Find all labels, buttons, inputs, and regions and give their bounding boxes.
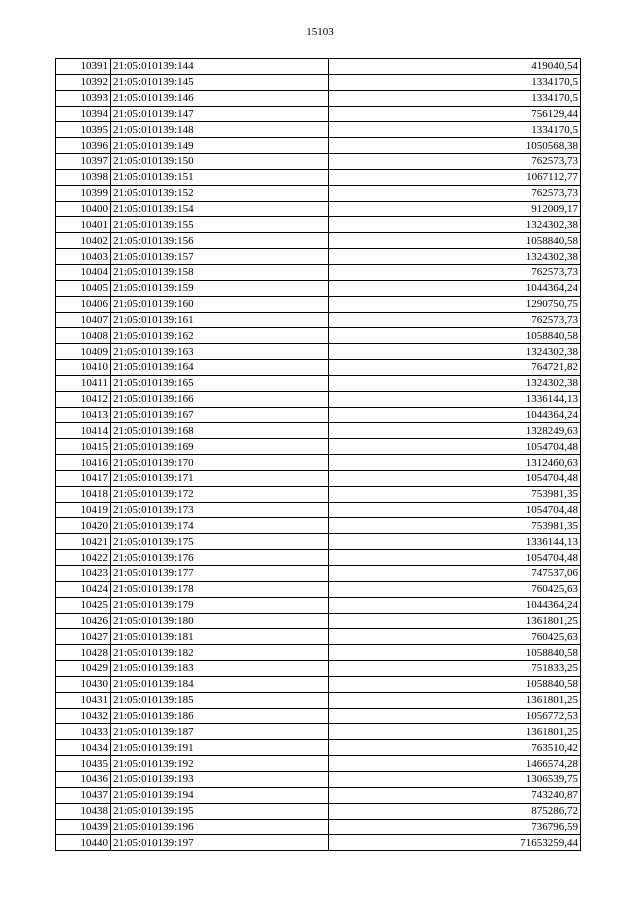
row-number-cell: 10425	[56, 597, 111, 613]
table-row	[56, 391, 581, 407]
table-row	[56, 264, 581, 280]
cadastral-value-cell: 1044364,24	[329, 280, 581, 296]
row-number-cell: 10403	[56, 249, 111, 265]
cadastral-number-cell: 21:05:010139:152	[111, 185, 329, 201]
table-row	[56, 629, 581, 645]
cadastral-number-cell: 21:05:010139:182	[111, 645, 329, 661]
row-number-cell: 10417	[56, 470, 111, 486]
table-row	[56, 90, 581, 106]
cadastral-value-cell: 760425,63	[329, 629, 581, 645]
cadastral-number-cell: 21:05:010139:197	[111, 835, 329, 851]
cadastral-value-cell: 1361801,25	[329, 692, 581, 708]
table-row	[56, 470, 581, 486]
table-row	[56, 185, 581, 201]
row-number-cell: 10421	[56, 534, 111, 550]
table-row	[56, 613, 581, 629]
cadastral-number-cell: 21:05:010139:154	[111, 201, 329, 217]
row-number-cell: 10427	[56, 629, 111, 645]
table-row	[56, 597, 581, 613]
table-row	[56, 74, 581, 90]
cadastral-number-cell: 21:05:010139:162	[111, 328, 329, 344]
cadastral-value-cell: 764721,82	[329, 360, 581, 376]
table-row	[56, 106, 581, 122]
cadastral-number-cell: 21:05:010139:169	[111, 439, 329, 455]
cadastral-number-cell: 21:05:010139:144	[111, 59, 329, 75]
table-row	[56, 344, 581, 360]
cadastral-number-cell: 21:05:010139:165	[111, 375, 329, 391]
cadastral-value-cell: 743240,87	[329, 787, 581, 803]
table-row	[56, 122, 581, 138]
row-number-cell: 10391	[56, 59, 111, 75]
cadastral-number-cell: 21:05:010139:191	[111, 740, 329, 756]
cadastral-value-cell: 747537,06	[329, 566, 581, 582]
cadastral-value-cell: 875286,72	[329, 803, 581, 819]
table-row	[56, 803, 581, 819]
cadastral-value-cell: 912009,17	[329, 201, 581, 217]
cadastral-number-cell: 21:05:010139:175	[111, 534, 329, 550]
cadastral-value-cell: 1056772,53	[329, 708, 581, 724]
cadastral-value-cell: 1058840,58	[329, 233, 581, 249]
table-row	[56, 280, 581, 296]
cadastral-value-cell: 1361801,25	[329, 613, 581, 629]
cadastral-value-cell: 1054704,48	[329, 502, 581, 518]
table-row	[56, 439, 581, 455]
cadastral-value-cell: 1058840,58	[329, 676, 581, 692]
table-row	[56, 312, 581, 328]
table-row	[56, 249, 581, 265]
table-row	[56, 676, 581, 692]
table-row	[56, 819, 581, 835]
row-number-cell: 10412	[56, 391, 111, 407]
cadastral-value-cell: 762573,73	[329, 154, 581, 170]
cadastral-number-cell: 21:05:010139:170	[111, 455, 329, 471]
row-number-cell: 10433	[56, 724, 111, 740]
cadastral-number-cell: 21:05:010139:173	[111, 502, 329, 518]
cadastral-value-cell: 1324302,38	[329, 375, 581, 391]
cadastral-value-cell: 1058840,58	[329, 645, 581, 661]
row-number-cell: 10424	[56, 581, 111, 597]
cadastral-number-cell: 21:05:010139:185	[111, 692, 329, 708]
cadastral-number-cell: 21:05:010139:164	[111, 360, 329, 376]
row-number-cell: 10406	[56, 296, 111, 312]
cadastral-value-cell: 1361801,25	[329, 724, 581, 740]
cadastral-value-cell: 1058840,58	[329, 328, 581, 344]
row-number-cell: 10438	[56, 803, 111, 819]
cadastral-number-cell: 21:05:010139:155	[111, 217, 329, 233]
cadastral-value-cell: 1312460,63	[329, 455, 581, 471]
table-row	[56, 692, 581, 708]
cadastral-number-cell: 21:05:010139:195	[111, 803, 329, 819]
cadastral-value-cell: 1050568,38	[329, 138, 581, 154]
cadastral-value-cell: 762573,73	[329, 185, 581, 201]
row-number-cell: 10422	[56, 550, 111, 566]
table-row	[56, 661, 581, 677]
table-row	[56, 724, 581, 740]
cadastral-value-cell: 1044364,24	[329, 407, 581, 423]
row-number-cell: 10439	[56, 819, 111, 835]
cadastral-value-cell: 756129,44	[329, 106, 581, 122]
cadastral-value-cell: 1328249,63	[329, 423, 581, 439]
cadastral-number-cell: 21:05:010139:178	[111, 581, 329, 597]
table-row	[56, 296, 581, 312]
row-number-cell: 10434	[56, 740, 111, 756]
cadastral-value-cell: 760425,63	[329, 581, 581, 597]
cadastral-number-cell: 21:05:010139:161	[111, 312, 329, 328]
row-number-cell: 10398	[56, 169, 111, 185]
table-row	[56, 59, 581, 75]
cadastral-number-cell: 21:05:010139:156	[111, 233, 329, 249]
row-number-cell: 10395	[56, 122, 111, 138]
cadastral-number-cell: 21:05:010139:177	[111, 566, 329, 582]
cadastral-value-cell: 1324302,38	[329, 249, 581, 265]
cadastral-number-cell: 21:05:010139:183	[111, 661, 329, 677]
cadastral-number-cell: 21:05:010139:146	[111, 90, 329, 106]
cadastral-value-cell: 753981,35	[329, 518, 581, 534]
cadastral-value-cell: 736796,59	[329, 819, 581, 835]
cadastral-number-cell: 21:05:010139:167	[111, 407, 329, 423]
cadastral-number-cell: 21:05:010139:163	[111, 344, 329, 360]
cadastral-number-cell: 21:05:010139:171	[111, 470, 329, 486]
cadastral-number-cell: 21:05:010139:148	[111, 122, 329, 138]
cadastral-number-cell: 21:05:010139:174	[111, 518, 329, 534]
table-row	[56, 502, 581, 518]
row-number-cell: 10413	[56, 407, 111, 423]
cadastral-number-cell: 21:05:010139:186	[111, 708, 329, 724]
cadastral-number-cell: 21:05:010139:168	[111, 423, 329, 439]
cadastral-number-cell: 21:05:010139:149	[111, 138, 329, 154]
row-number-cell: 10415	[56, 439, 111, 455]
table-row	[56, 455, 581, 471]
row-number-cell: 10394	[56, 106, 111, 122]
row-number-cell: 10416	[56, 455, 111, 471]
row-number-cell: 10404	[56, 264, 111, 280]
cadastral-number-cell: 21:05:010139:159	[111, 280, 329, 296]
row-number-cell: 10432	[56, 708, 111, 724]
cadastral-value-cell: 762573,73	[329, 264, 581, 280]
cadastral-number-cell: 21:05:010139:176	[111, 550, 329, 566]
cadastral-value-cell: 1054704,48	[329, 439, 581, 455]
table-row	[56, 375, 581, 391]
table-row	[56, 550, 581, 566]
table-row	[56, 534, 581, 550]
cadastral-value-cell: 1306539,75	[329, 771, 581, 787]
table-row	[56, 233, 581, 249]
row-number-cell: 10419	[56, 502, 111, 518]
row-number-cell: 10402	[56, 233, 111, 249]
table-row	[56, 201, 581, 217]
cadastral-number-cell: 21:05:010139:151	[111, 169, 329, 185]
row-number-cell: 10397	[56, 154, 111, 170]
table-row	[56, 645, 581, 661]
table-row	[56, 708, 581, 724]
cadastral-number-cell: 21:05:010139:196	[111, 819, 329, 835]
table-row	[56, 566, 581, 582]
row-number-cell: 10408	[56, 328, 111, 344]
row-number-cell: 10405	[56, 280, 111, 296]
cadastral-value-cell: 1044364,24	[329, 597, 581, 613]
cadastral-number-cell: 21:05:010139:184	[111, 676, 329, 692]
row-number-cell: 10426	[56, 613, 111, 629]
row-number-cell: 10401	[56, 217, 111, 233]
table-row	[56, 740, 581, 756]
cadastral-value-cell: 751833,25	[329, 661, 581, 677]
row-number-cell: 10392	[56, 74, 111, 90]
cadastral-number-cell: 21:05:010139:145	[111, 74, 329, 90]
table-row	[56, 771, 581, 787]
row-number-cell: 10428	[56, 645, 111, 661]
table-row	[56, 787, 581, 803]
table-row	[56, 328, 581, 344]
cadastral-value-cell: 762573,73	[329, 312, 581, 328]
cadastral-value-cell: 419040,54	[329, 59, 581, 75]
row-number-cell: 10410	[56, 360, 111, 376]
row-number-cell: 10429	[56, 661, 111, 677]
table-row	[56, 486, 581, 502]
table-row	[56, 423, 581, 439]
row-number-cell: 10414	[56, 423, 111, 439]
cadastral-number-cell: 21:05:010139:160	[111, 296, 329, 312]
cadastral-value-cell: 1334170,5	[329, 90, 581, 106]
table-row	[56, 581, 581, 597]
cadastral-value-cell: 1067112,77	[329, 169, 581, 185]
cadastral-number-cell: 21:05:010139:194	[111, 787, 329, 803]
table-row	[56, 360, 581, 376]
row-number-cell: 10420	[56, 518, 111, 534]
cadastral-number-cell: 21:05:010139:157	[111, 249, 329, 265]
row-number-cell: 10396	[56, 138, 111, 154]
cadastral-number-cell: 21:05:010139:147	[111, 106, 329, 122]
row-number-cell: 10407	[56, 312, 111, 328]
cadastral-number-cell: 21:05:010139:181	[111, 629, 329, 645]
table-row	[56, 217, 581, 233]
table-row	[56, 518, 581, 534]
cadastral-value-cell: 1054704,48	[329, 550, 581, 566]
row-number-cell: 10430	[56, 676, 111, 692]
table-row	[56, 835, 581, 851]
cadastral-number-cell: 21:05:010139:166	[111, 391, 329, 407]
row-number-cell: 10400	[56, 201, 111, 217]
row-number-cell: 10436	[56, 771, 111, 787]
cadastral-number-cell: 21:05:010139:193	[111, 771, 329, 787]
page-number: 15103	[306, 26, 334, 38]
cadastral-value-cell: 1466574,28	[329, 756, 581, 772]
cadastral-value-cell: 1336144,13	[329, 534, 581, 550]
table-row	[56, 154, 581, 170]
table-row	[56, 138, 581, 154]
cadastral-value-cell: 71653259,44	[329, 835, 581, 851]
cadastral-value-cell: 1336144,13	[329, 391, 581, 407]
cadastral-number-cell: 21:05:010139:150	[111, 154, 329, 170]
cadastral-value-cell: 1290750,75	[329, 296, 581, 312]
cadastral-value-cell: 1334170,5	[329, 74, 581, 90]
table-row	[56, 169, 581, 185]
cadastral-value-cell: 1324302,38	[329, 217, 581, 233]
row-number-cell: 10399	[56, 185, 111, 201]
cadastral-number-cell: 21:05:010139:172	[111, 486, 329, 502]
cadastral-number-cell: 21:05:010139:179	[111, 597, 329, 613]
cadastral-value-cell: 763510,42	[329, 740, 581, 756]
cadastral-value-table	[55, 58, 581, 851]
cadastral-number-cell: 21:05:010139:192	[111, 756, 329, 772]
table-row	[56, 756, 581, 772]
row-number-cell: 10431	[56, 692, 111, 708]
cadastral-value-cell: 1324302,38	[329, 344, 581, 360]
table-row	[56, 407, 581, 423]
cadastral-value-cell: 1334170,5	[329, 122, 581, 138]
row-number-cell: 10440	[56, 835, 111, 851]
row-number-cell: 10435	[56, 756, 111, 772]
cadastral-number-cell: 21:05:010139:158	[111, 264, 329, 280]
cadastral-value-cell: 753981,35	[329, 486, 581, 502]
cadastral-value-cell: 1054704,48	[329, 470, 581, 486]
row-number-cell: 10409	[56, 344, 111, 360]
row-number-cell: 10393	[56, 90, 111, 106]
row-number-cell: 10418	[56, 486, 111, 502]
table-body	[56, 59, 581, 851]
row-number-cell: 10411	[56, 375, 111, 391]
cadastral-number-cell: 21:05:010139:180	[111, 613, 329, 629]
row-number-cell: 10437	[56, 787, 111, 803]
row-number-cell: 10423	[56, 566, 111, 582]
cadastral-number-cell: 21:05:010139:187	[111, 724, 329, 740]
